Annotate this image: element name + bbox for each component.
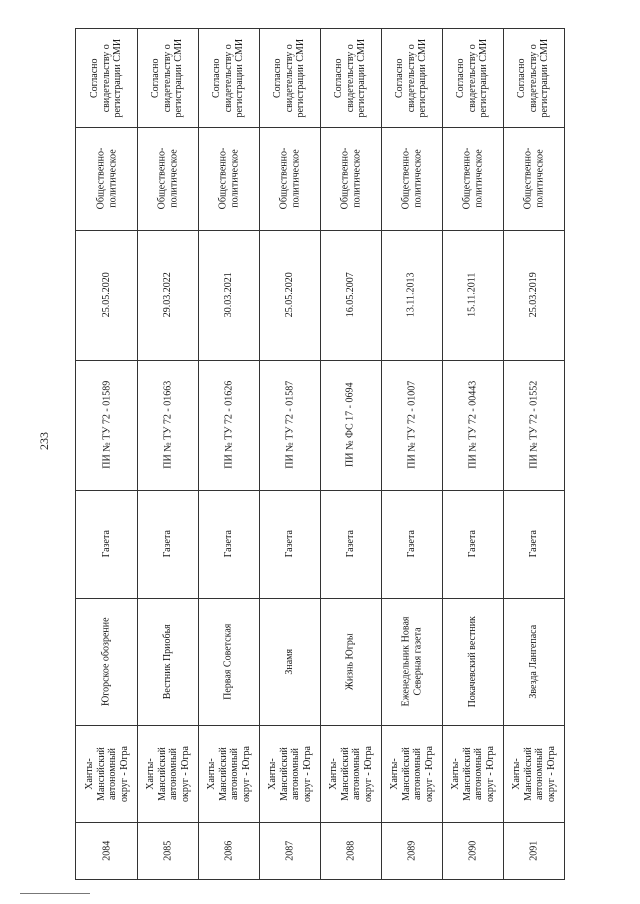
region-cell-text: Ханты- Мансийский автономный округ - Югра <box>449 745 495 802</box>
media-type-cell-text: Газета <box>283 530 295 558</box>
row-number-cell <box>320 822 381 879</box>
registration-number-cell <box>137 360 198 491</box>
registry-table <box>75 28 565 880</box>
topic-cell-text: Общественно- политическое <box>339 147 362 210</box>
topic-cell-text: Общественно- политическое <box>156 147 179 210</box>
date-cell-text: 25.05.2020 <box>100 272 112 318</box>
media-type-cell-text: Газета <box>222 530 234 558</box>
media-type-cell <box>259 490 320 599</box>
registration-number-cell <box>76 360 137 491</box>
row-number-cell-text: 2088 <box>344 840 356 861</box>
topic-cell <box>381 127 442 231</box>
registration-number-cell-text: ПИ № ТУ 72 - 01007 <box>405 380 417 470</box>
registration-number-cell <box>442 360 503 491</box>
topic-cell-text: Общественно- политическое <box>217 147 240 210</box>
date-cell <box>137 230 198 361</box>
region-cell <box>503 725 564 823</box>
region-cell-text: Ханты- Мансийский автономный округ - Югра <box>510 745 556 802</box>
topic-cell <box>320 127 381 231</box>
note-cell-text: Согласно свидетельству о регистрации СМИ <box>333 38 368 118</box>
note-cell-text: Согласно свидетельству о регистрации СМИ <box>150 38 185 118</box>
note-cell <box>76 29 137 128</box>
region-cell-text: Ханты- Мансийский автономный округ - Югра <box>144 745 190 802</box>
date-cell-text: 25.05.2020 <box>283 272 295 318</box>
table-row <box>503 29 564 879</box>
publication-title-cell <box>76 598 137 726</box>
registration-number-cell <box>259 360 320 491</box>
region-cell-text: Ханты- Мансийский автономный округ - Югра <box>205 745 251 802</box>
date-cell <box>503 230 564 361</box>
media-type-cell-text: Газета <box>466 530 478 558</box>
media-type-cell <box>320 490 381 599</box>
table-row <box>137 29 199 879</box>
note-cell <box>320 29 381 128</box>
topic-cell-text: Общественно- политическое <box>461 147 484 210</box>
publication-title-cell <box>198 598 259 726</box>
media-type-cell-text: Газета <box>161 530 173 558</box>
row-number-cell <box>442 822 503 879</box>
note-cell-text: Согласно свидетельству о регистрации СМИ <box>211 38 246 118</box>
registration-number-cell <box>198 360 259 491</box>
publication-title-cell-text: Жизнь Югры <box>344 633 356 690</box>
date-cell <box>198 230 259 361</box>
topic-cell <box>442 127 503 231</box>
date-cell-text: 16.05.2007 <box>344 272 356 318</box>
note-cell <box>442 29 503 128</box>
registration-number-cell-text: ПИ № ТУ 72 - 01626 <box>222 380 234 470</box>
note-cell <box>259 29 320 128</box>
region-cell <box>381 725 442 823</box>
registration-number-cell <box>503 360 564 491</box>
media-type-cell <box>442 490 503 599</box>
note-cell-text: Согласно свидетельству о регистрации СМИ <box>394 38 429 118</box>
row-number-cell <box>381 822 442 879</box>
registration-number-cell-text: ПИ № ТУ 72 - 01663 <box>161 380 173 470</box>
footnote-divider <box>20 893 90 894</box>
region-cell <box>76 725 137 823</box>
publication-title-cell-text: Первая Советская <box>222 623 234 700</box>
row-number-cell-text: 2089 <box>405 840 417 861</box>
media-type-cell-text: Газета <box>100 530 112 558</box>
topic-cell <box>137 127 198 231</box>
region-cell-text: Ханты- Мансийский автономный округ - Югра <box>83 745 129 802</box>
publication-title-cell <box>442 598 503 726</box>
row-number-cell <box>137 822 198 879</box>
region-cell-text: Ханты- Мансийский автономный округ - Югра <box>266 745 312 802</box>
registration-number-cell-text: ПИ № ТУ 72 - 00443 <box>466 380 478 470</box>
date-cell <box>76 230 137 361</box>
region-cell <box>442 725 503 823</box>
table-row <box>198 29 260 879</box>
topic-cell <box>76 127 137 231</box>
publication-title-cell-text: Еженедельник Новая Северная газета <box>400 616 423 707</box>
table-row <box>76 29 138 879</box>
table-row <box>259 29 321 879</box>
table-row <box>442 29 504 879</box>
publication-title-cell-text: Вестник Приобья <box>161 623 173 700</box>
date-cell-text: 13.11.2013 <box>405 272 417 318</box>
topic-cell-text: Общественно- политическое <box>95 147 118 210</box>
topic-cell <box>259 127 320 231</box>
date-cell <box>259 230 320 361</box>
registration-number-cell-text: ПИ № ТУ 72 - 01552 <box>527 380 539 470</box>
topic-cell-text: Общественно- политическое <box>400 147 423 210</box>
row-number-cell-text: 2086 <box>222 840 234 861</box>
row-number-cell-text: 2084 <box>100 840 112 861</box>
date-cell-text: 25.03.2019 <box>527 272 539 318</box>
date-cell-text: 29.03.2022 <box>161 272 173 318</box>
media-type-cell <box>137 490 198 599</box>
row-number-cell-text: 2090 <box>466 840 478 861</box>
date-cell <box>381 230 442 361</box>
publication-title-cell <box>381 598 442 726</box>
note-cell-text: Согласно свидетельству о регистрации СМИ <box>516 38 551 118</box>
note-cell-text: Согласно свидетельству о регистрации СМИ <box>455 38 490 118</box>
row-number-cell-text: 2085 <box>161 840 173 861</box>
row-number-cell <box>503 822 564 879</box>
note-cell <box>503 29 564 128</box>
region-cell-text: Ханты- Мансийский автономный округ - Югра <box>388 745 434 802</box>
note-cell <box>381 29 442 128</box>
publication-title-cell-text: Покачевский вестник <box>466 615 478 708</box>
media-type-cell-text: Газета <box>405 530 417 558</box>
note-cell-text: Согласно свидетельству о регистрации СМИ <box>89 38 124 118</box>
region-cell <box>259 725 320 823</box>
publication-title-cell-text: Югорское обозрение <box>100 617 112 706</box>
date-cell <box>442 230 503 361</box>
publication-title-cell-text: Знамя <box>283 648 295 675</box>
date-cell <box>320 230 381 361</box>
date-cell-text: 30.03.2021 <box>222 272 234 318</box>
registration-number-cell <box>381 360 442 491</box>
row-number-cell <box>198 822 259 879</box>
row-number-cell <box>259 822 320 879</box>
region-cell-text: Ханты- Мансийский автономный округ - Югра <box>327 745 373 802</box>
publication-title-cell <box>503 598 564 726</box>
note-cell <box>137 29 198 128</box>
media-type-cell <box>198 490 259 599</box>
region-cell <box>137 725 198 823</box>
registration-number-cell-text: ПИ № ФС 17 - 0694 <box>344 382 356 468</box>
region-cell <box>198 725 259 823</box>
registration-number-cell <box>320 360 381 491</box>
topic-cell <box>503 127 564 231</box>
region-cell <box>320 725 381 823</box>
registration-number-cell-text: ПИ № ТУ 72 - 01589 <box>100 380 112 470</box>
topic-cell-text: Общественно- политическое <box>522 147 545 210</box>
table-row <box>320 29 382 879</box>
note-cell-text: Согласно свидетельству о регистрации СМИ <box>272 38 307 118</box>
note-cell <box>198 29 259 128</box>
media-type-cell-text: Газета <box>344 530 356 558</box>
media-type-cell <box>76 490 137 599</box>
publication-title-cell <box>259 598 320 726</box>
date-cell-text: 15.11.2011 <box>466 272 478 318</box>
media-type-cell-text: Газета <box>527 530 539 558</box>
topic-cell-text: Общественно- политическое <box>278 147 301 210</box>
table-row <box>381 29 443 879</box>
row-number-cell-text: 2087 <box>283 840 295 861</box>
registration-number-cell-text: ПИ № ТУ 72 - 01587 <box>283 380 295 470</box>
publication-title-cell <box>137 598 198 726</box>
publication-title-cell-text: Звезда Лангепаса <box>527 624 539 699</box>
media-type-cell <box>381 490 442 599</box>
topic-cell <box>198 127 259 231</box>
page-number: 233 <box>37 432 51 450</box>
media-type-cell <box>503 490 564 599</box>
row-number-cell <box>76 822 137 879</box>
row-number-cell-text: 2091 <box>527 840 539 861</box>
publication-title-cell <box>320 598 381 726</box>
